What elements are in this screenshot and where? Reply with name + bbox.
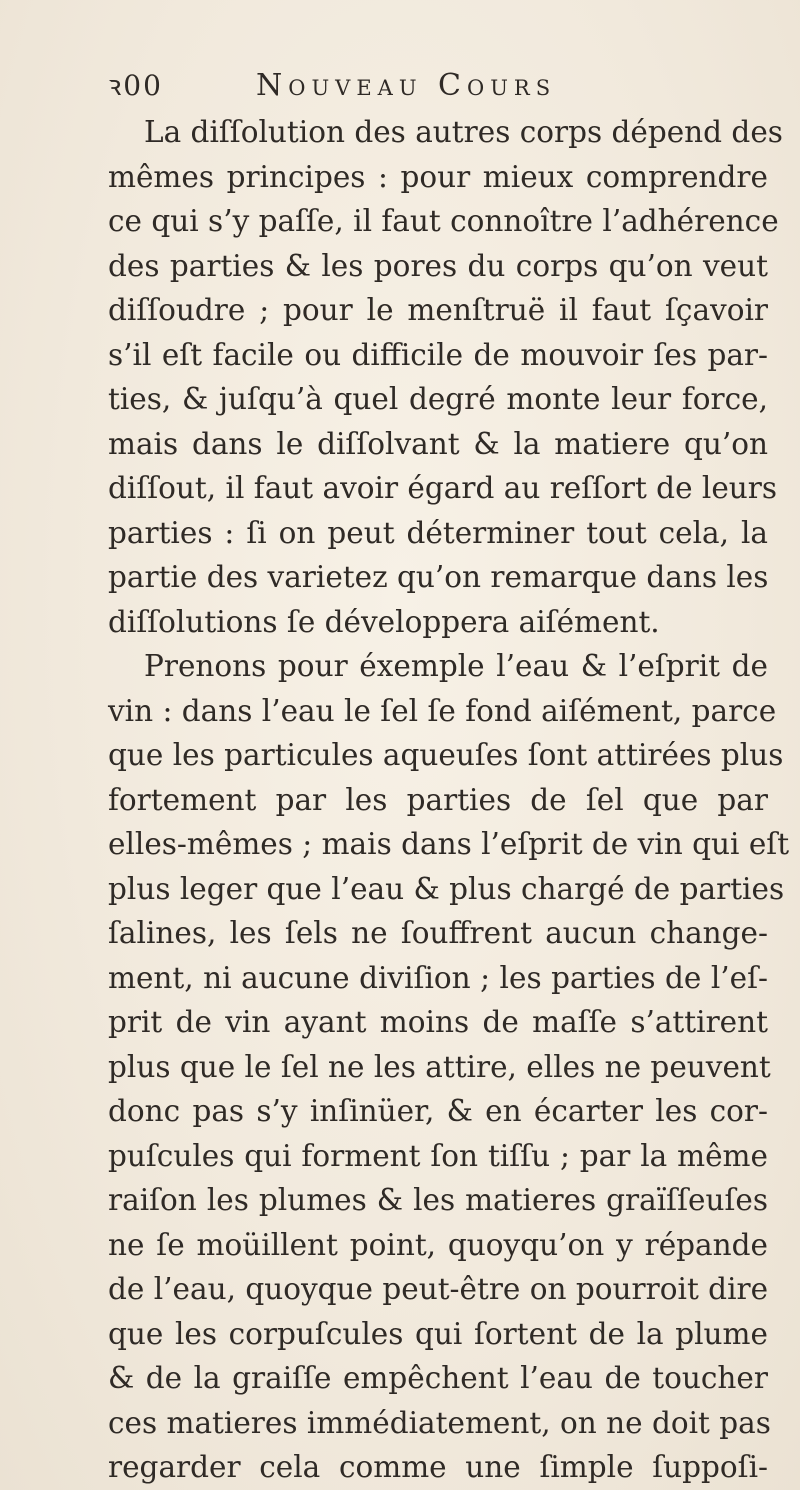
text-line: diſſout, il faut avoir égard au reſſort de leurs <box>108 471 778 505</box>
text-line: des parties & les pores du corps qu’on veut <box>108 248 768 283</box>
body-text <box>108 110 790 1490</box>
text-line: plus que le ſel ne les attire, elles ne peuvent <box>108 1049 771 1084</box>
text-line: prit de vin ayant moins de maſſe s’attirent <box>108 1005 768 1039</box>
text-line: plus leger que l’eau & plus chargé de parties <box>108 871 785 906</box>
text-line: mêmes principes : pour mieux comprendre <box>108 159 768 194</box>
text-line: diſſolutions ſe développera aiſément. <box>108 604 660 639</box>
text-line: que les particules aqueuſes ſont attirées plus <box>108 738 784 772</box>
text-line: raiſon les plumes & les matieres graïſſeuſes <box>108 1183 768 1217</box>
text-line: parties : ſi on peut déterminer tout cela, la <box>108 515 768 550</box>
text-line: ties, & juſqu’à quel degré monte leur force, <box>108 382 768 416</box>
text-line: mais dans le diſſolvant & la matiere qu’on <box>108 426 768 461</box>
text-line: ne ſe moüillent point, quoyqu’on y répande <box>108 1227 768 1262</box>
text-line: puſcules qui forment ſon tiſſu ; par la même <box>108 1138 768 1173</box>
text-line: regarder cela comme une ſimple ſuppoſi- <box>108 1450 768 1484</box>
running-title: Nouveau Cours <box>256 68 557 103</box>
text-line: fortement par les parties de ſel que par <box>108 782 768 817</box>
text-line: Prenons pour éxemple l’eau & l’eſprit de <box>144 649 768 683</box>
page-number: ꝛ00 <box>108 69 163 102</box>
text-line: diſſoudre ; pour le menſtruë il faut ſçavoir <box>108 293 768 327</box>
text-line: s’il eſt facile ou difficile de mouvoir ſes par- <box>108 337 768 372</box>
text-line: ces matieres immédiatement, on ne doit pas <box>108 1405 771 1440</box>
text-line: & de la graiſſe empêchent l’eau de toucher <box>108 1361 768 1395</box>
text-line: elles-mêmes ; mais dans l’eſprit de vin qui eſt <box>108 827 790 861</box>
text-line: ſalines, les ſels ne ſouffrent aucun change- <box>108 916 768 950</box>
text-line: ment, ni aucune diviſion ; les parties de l’eſ- <box>108 960 768 995</box>
text-line: La diſſolution des autres corps dépend des <box>144 115 783 149</box>
text-line: vin : dans l’eau le ſel ſe fond aiſément, parce <box>108 693 777 728</box>
text-line: de l’eau, quoyque peut-être on pourroit dire <box>108 1272 769 1306</box>
text-line: ce qui s’y paſſe, il faut connoître l’adhérence <box>108 204 779 238</box>
text-line: que les corpuſcules qui ſortent de la plume <box>108 1316 768 1351</box>
text-line: partie des varietez qu’on remarque dans les <box>108 560 769 594</box>
text-line: donc pas s’y inſinüer, & en écarter les cor- <box>108 1094 768 1128</box>
page-header <box>108 64 748 108</box>
